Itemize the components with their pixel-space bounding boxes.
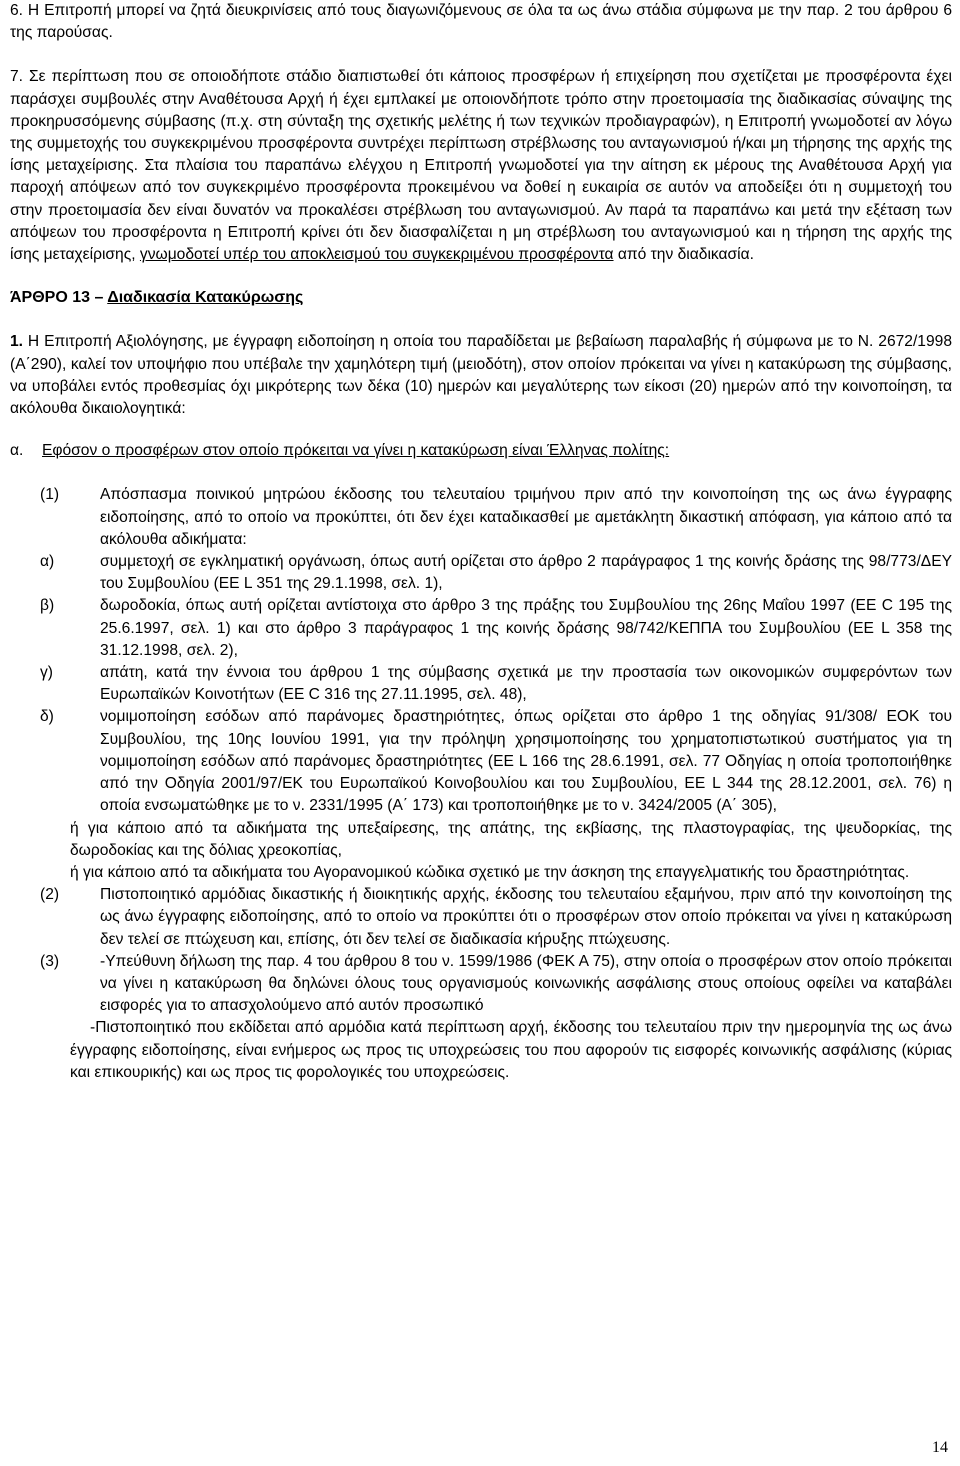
list-item [10, 551, 952, 595]
subsection-alpha [10, 440, 952, 462]
page-number: 14 [932, 1439, 948, 1456]
paragraph-1-number: 1. [10, 333, 24, 351]
article-heading-prefix: ΆΡΘΡΟ 13 – [10, 289, 108, 307]
list-item-text: απάτη, κατά την έννοια του άρθρου 1 της σύμβασης σχετικά με την προστασία των οικονομικών συμφερόντων των Ευρωπαϊκών Κοινοτήτων (ΕΕ C 316 της 27.11.1995, σελ. 48), [100, 664, 952, 704]
paragraph-7-end: από την διαδικασία. [613, 246, 754, 264]
list-item [10, 595, 952, 662]
article-heading-title: Διαδικασία Κατακύρωσης [107, 289, 304, 307]
list-item-text: -Υπεύθυνη δήλωση της παρ. 4 του άρθρου 8 του ν. 1599/1986 (ΦΕΚ Α 75), στην οποία ο προσφέρων στον οποίο πρόκειται να γίνει η κατακύρωση θα δηλώνει όλους τους οργανισμούς κοινωνικής ασφάλισης στους οποίους οφείλει να καταβάλει εισφορές για το απασχολούμενο από αυτόν προσωπικό [100, 952, 952, 1015]
list-item-text: δωροδοκία, όπως αυτή ορίζεται αντίστοιχα στο άρθρο 3 της πράξης του Συμβουλίου της 26ης Μαΐου 1997 (ΕΕ C 195 της 25.6.1997, σελ. 1) και στο άρθρο 3 παράγραφος 1 της κοινής δράσης 98/742/ΚΕΠΠΑ του Συμβουλίου (ΕΕ L 358 της 31.12.1998, σελ. 2), [100, 597, 952, 659]
list-item-continuation: -Πιστοποιητικό που εκδίδεται από αρμόδια κατά περίπτωση αρχή, έκδοσης του τελευταίου πριν την ημερομηνία της ως άνω έγγραφης ειδοποίησης, είναι ενήμερος ως προς τις υποχρεώσεις του που αφορούν τις εισφορές κοινωνικής ασφάλισης (κύριας και επικουρικής) και ως προς τις φορολογικές του υποχρεώσεις. [70, 1019, 952, 1081]
paragraph-7 [10, 66, 952, 266]
paragraph-6: 6. Η Επιτροπή μπορεί να ζητά διευκρινίσεις από τους διαγωνιζόμενους σε όλα τα ως άνω στάδια σύμφωνα με την παρ. 2 του άρθρου 6 της παρούσας. [10, 2, 952, 42]
list-item-text: Πιστοποιητικό αρμόδιας δικαστικής ή διοικητικής αρχής, έκδοσης του τελευταίου εξαμήνου, πριν από την κοινοποίηση της ως άνω έγγραφης ειδοποίησης, από το οποίο να προκύπτει ότι ο προσφέρων στον οποίο πρόκειται να γίνει η κατακύρωση δεν τελεί σε πτώχευση και, επίσης, ότι δεν τελεί σε διαδικασία κήρυξης πτώχευσης. [100, 886, 952, 948]
paragraph-1-text: Η Επιτροπή Αξιολόγησης, με έγγραφη ειδοποίηση η οποία του παραδίδεται με βεβαίωση παραλαβής ή σύμφωνα με το Ν. 2672/1998 (Α΄290), καλεί τον υποψήφιο που υπέβαλε την χαμηλότερη τιμή (μειοδότη), στον οποίον πρόκειται να γίνει η κατακύρωση της σύμβασης, να υποβάλει εντός προθεσμίας όχι μικρότερης των δέκα (10) ημερών και μεγαλύτερης των είκοσι (20) ημερών από την κοινοποίηση, τα ακόλουθα δικαιολογητικά: [10, 333, 952, 418]
list-item-continuation: ή για κάποιο από τα αδικήματα της υπεξαίρεσης, της απάτης, της εκβίασης, της πλαστογραφίας, της ψευδορκίας, της δωροδοκίας και της δόλιας χρεοκοπίας, [70, 819, 952, 859]
requirements-list [10, 484, 952, 1083]
list-item-marker: (3) [40, 952, 60, 970]
article-heading [10, 287, 952, 309]
list-item [10, 884, 952, 951]
list-item-text: συμμετοχή σε εγκληματική οργάνωση, όπως αυτή ορίζεται στο άρθρο 2 παράγραφος 1 της κοινής δράσης της 98/773/ΔΕΥ του Συμβουλίου (ΕΕ L 351 της 29.1.1998, σελ. 1), [100, 553, 952, 593]
paragraph-1 [10, 331, 952, 420]
list-item-text: νομιμοποίηση εσόδων από παράνομες δραστηριότητες, όπως ορίζεται στο άρθρο 1 της οδηγίας 91/308/ ΕΟΚ του Συμβουλίου, της 10ης Ιουνίου 1991, για την πρόληψη χρησιμοποίησης του χρηματοπιστωτικού συστήματος για τη νομιμοποίηση εσόδων από παράνομες δραστηριότητες (ΕΕ L 166 της 28.6.1991, σελ. 77 Οδηγίας η οποία τροποποιήθηκε από την Οδηγία 2001/97/ΕΚ του Ευρωπαϊκού Κοινοβουλίου και του Συμβουλίου, ΕΕ L 344 της 28.12.2001, σελ. 76) η οποία ενσωματώθηκε με το ν. 2331/1995 (Α΄ 173) και τροποποιήθηκε με το ν. 3424/2005 (Α΄ 305), [100, 708, 952, 815]
list-item [10, 484, 952, 551]
paragraph-7-underlined: γνωμοδοτεί υπέρ του αποκλεισμού του συγκεκριμένου προσφέροντα [139, 246, 614, 264]
subsection-alpha-marker: α. [10, 442, 24, 460]
list-item-marker: (2) [40, 886, 60, 904]
list-item-marker: γ) [40, 664, 53, 682]
list-item-marker: α) [40, 553, 55, 571]
list-item-marker: β) [40, 597, 55, 615]
list-item-text: Απόσπασμα ποινικού μητρώου έκδοσης του τελευταίου τριμήνου πριν από την κοινοποίηση της ως άνω έγγραφης ειδοποίησης, από το οποίο να προκύπτει, ότι δεν έχει καταδικασθεί με αμετάκλητη δικαστική απόφαση, για κάποιο από τα ακόλουθα αδικήματα: [100, 486, 952, 548]
list-item-continuation: ή για κάποιο από τα αδικήματα του Αγορανομικού κώδικα σχετικό με την άσκηση της επαγγελματικής του δραστηριότητας. [70, 863, 910, 881]
list-item [10, 706, 952, 817]
list-item-marker: δ) [40, 708, 54, 726]
subsection-alpha-text: Εφόσον ο προσφέρων στον οποίο πρόκειται να γίνει η κατακύρωση είναι Έλληνας πολίτης: [42, 442, 670, 460]
list-item [10, 662, 952, 706]
list-item-marker: (1) [40, 486, 60, 504]
paragraph-7-main: 7. Σε περίπτωση που σε οποιοδήποτε στάδιο διαπιστωθεί ότι κάποιος προσφέρων ή επιχείρηση που σχετίζεται με προσφέροντα έχει παράσχει συμβουλές στην Αναθέτουσα Αρχή ή έχει εμπλακεί με οποιονδήποτε τρόπο στην προετοιμασία της διαδικασίας σύναψης της προκηρυσσόμενης σύμβασης (π.χ. στη σύνταξη της σχετικής μελέτης ή των τεχνικών προδιαγραφών), η Επιτροπή γνωμοδοτεί αν λόγω της συμμετοχής του συγκεκριμένου προσφέροντα συντρέχει περίπτωση στρέβλωσης του ανταγωνισμού ή/και μη τήρησης της αρχής της ίσης μεταχείρισης. Στα πλαίσια του παραπάνω ελέγχου η Επιτροπή γνωμοδοτεί για την αίτηση εκ μέρους της Αναθέτουσα Αρχή για παροχή απόψεων από τον συγκεκριμένο προσφέροντα προκειμένου να δοθεί η ευκαιρία σε αυτόν να αποδείξει ότι η συμμετοχή του στην προετοιμασία δεν είναι δυνατόν να προκαλέσει στρέβλωση του ανταγωνισμού. Αν παρά τα παραπάνω και μετά την εξέταση των απόψεων του προσφέροντα η Επιτροπή κρίνει ότι δεν διασφαλίζεται η μη στρέβλωση του ανταγωνισμού και η τήρηση της αρχής της ίσης μεταχείρισης, [10, 68, 952, 264]
list-item [10, 951, 952, 1018]
